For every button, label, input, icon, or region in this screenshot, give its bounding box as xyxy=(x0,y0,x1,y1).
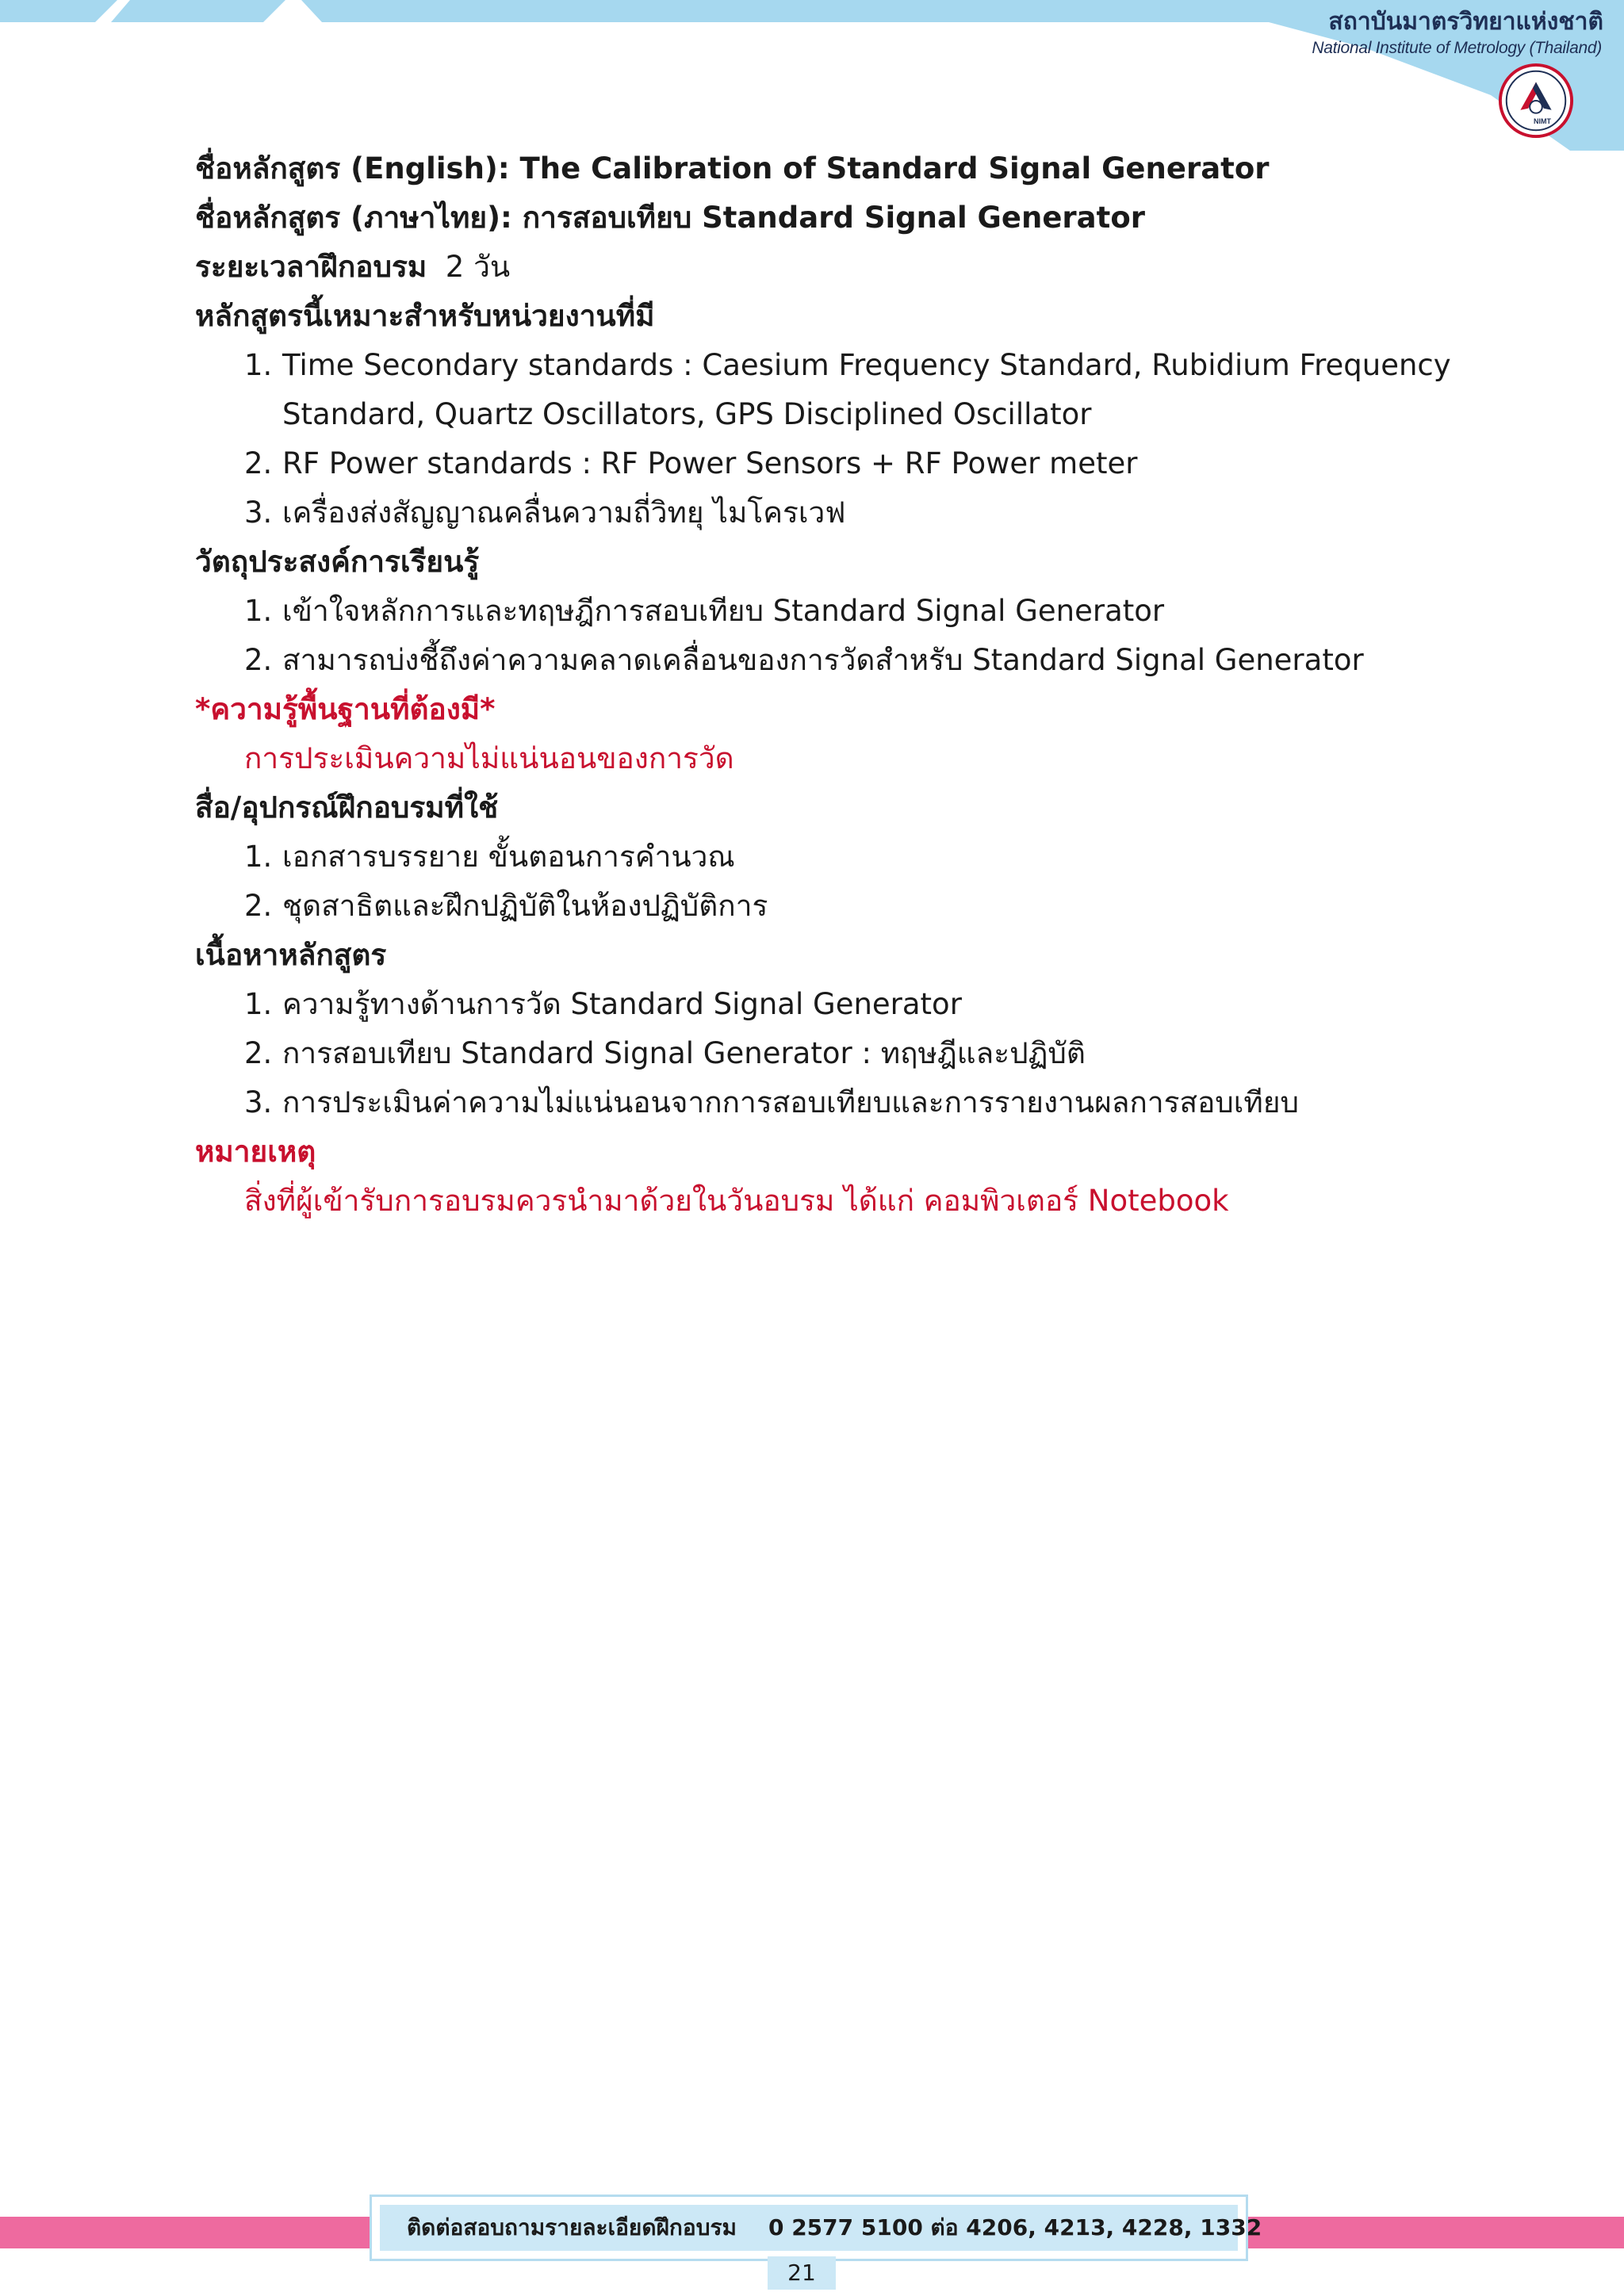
course-name-thai-label: ชื่อหลักสูตร (ภาษาไทย): xyxy=(195,201,512,235)
list-number: 1. xyxy=(244,840,273,874)
course-name-thai xyxy=(195,193,1432,243)
list-item xyxy=(195,882,1432,931)
list-number: 2. xyxy=(244,1036,273,1070)
list-text: Time Secondary standards : Caesium Frequency Standard, Rubidium Frequency xyxy=(282,348,1451,382)
course-name-thai-value: การสอบเทียบ Standard Signal Generator xyxy=(522,201,1145,235)
list-text: ชุดสาธิตและฝึกปฏิบัติในห้องปฏิบัติการ xyxy=(282,889,768,923)
course-details xyxy=(195,144,1451,1226)
list-item xyxy=(195,341,1451,439)
list-text: การประเมินค่าความไม่แน่นอนจากการสอบเทียบและการรายงานผลการสอบเทียบ xyxy=(282,1085,1299,1119)
contact-box xyxy=(370,2195,1262,2261)
institute-name-thai: สถาบันมาตรวิทยาแห่งชาติ xyxy=(1328,8,1603,36)
course-name-english-label: ชื่อหลักสูตร (English): xyxy=(195,151,510,186)
list-number: 2. xyxy=(244,889,273,923)
note-text: สิ่งที่ผู้เข้ารับการอบรมควรนำมาด้วยในวันอบรม ได้แก่ คอมพิวเตอร์ Notebook xyxy=(244,1184,1229,1218)
list-text: เครื่องส่งสัญญาณคลื่นความถี่วิทยุ ไมโครเวฟ xyxy=(282,496,846,530)
duration-label: ระยะเวลาฝึกอบรม xyxy=(195,250,427,284)
list-text: สามารถบ่งชี้ถึงค่าความคลาดเคลื่อนของการวัดสำหรับ Standard Signal Generator xyxy=(282,643,1364,677)
list-number: 1. xyxy=(244,348,273,382)
course-name-english-value: The Calibration of Standard Signal Generator xyxy=(519,151,1270,186)
list-text: ความรู้ทางด้านการวัด Standard Signal Generator xyxy=(282,987,962,1021)
page-number: 21 xyxy=(768,2256,836,2290)
content-heading: เนื้อหาหลักสูตร xyxy=(195,938,387,972)
prerequisite-text: การประเมินความไม่แน่นอนของการวัด xyxy=(244,741,734,775)
list-text: เข้าใจหลักการและทฤษฎีการสอบเทียบ Standard Signal Generator xyxy=(282,594,1165,628)
list-text: RF Power standards : RF Power Sensors + RF Power meter xyxy=(282,446,1138,480)
contact-phone: 0 2577 5100 ต่อ 4206, 4213, 4228, 1332 xyxy=(768,2214,1262,2241)
prerequisite-heading: *ความรู้พื้นฐานที่ต้องมี* xyxy=(195,692,496,726)
list-item xyxy=(195,488,1432,538)
institute-name-english: National Institute of Metrology (Thailand) xyxy=(1312,39,1602,57)
contact-label: ติดต่อสอบถามรายละเอียดฝึกอบรม xyxy=(407,2214,737,2241)
objectives-heading: วัตถุประสงค์การเรียนรู้ xyxy=(195,545,480,579)
list-item xyxy=(195,832,1432,882)
list-item xyxy=(195,439,1432,488)
list-text: เอกสารบรรยาย ขั้นตอนการคำนวณ xyxy=(282,840,735,874)
list-number: 3. xyxy=(244,496,273,530)
media-heading: สื่อ/อุปกรณ์ฝึกอบรมที่ใช้ xyxy=(195,790,499,825)
logo-label: NIMT xyxy=(1534,117,1551,125)
list-number: 2. xyxy=(244,446,273,480)
list-item xyxy=(195,1078,1432,1127)
list-number: 1. xyxy=(244,594,273,628)
course-duration xyxy=(195,243,1432,292)
list-number: 2. xyxy=(244,643,273,677)
list-item xyxy=(195,1029,1432,1078)
list-item xyxy=(195,980,1432,1029)
contact-box-inner xyxy=(380,2205,1262,2251)
note-heading: หมายเหตุ xyxy=(195,1135,316,1169)
nimt-logo-icon xyxy=(1497,62,1575,140)
list-number: 3. xyxy=(244,1085,273,1119)
list-item xyxy=(195,636,1432,685)
list-text-continued: Standard, Quartz Oscillators, GPS Disciplined Oscillator xyxy=(282,397,1092,431)
duration-value: 2 วัน xyxy=(445,250,511,284)
course-name-english xyxy=(195,144,1432,193)
list-item xyxy=(195,587,1432,636)
target-heading: หลักสูตรนี้เหมาะสำหรับหน่วยงานที่มี xyxy=(195,299,655,333)
list-text: การสอบเทียบ Standard Signal Generator : ทฤษฎีและปฏิบัติ xyxy=(282,1036,1086,1070)
list-number: 1. xyxy=(244,987,273,1021)
institute-name-block xyxy=(1274,6,1607,59)
